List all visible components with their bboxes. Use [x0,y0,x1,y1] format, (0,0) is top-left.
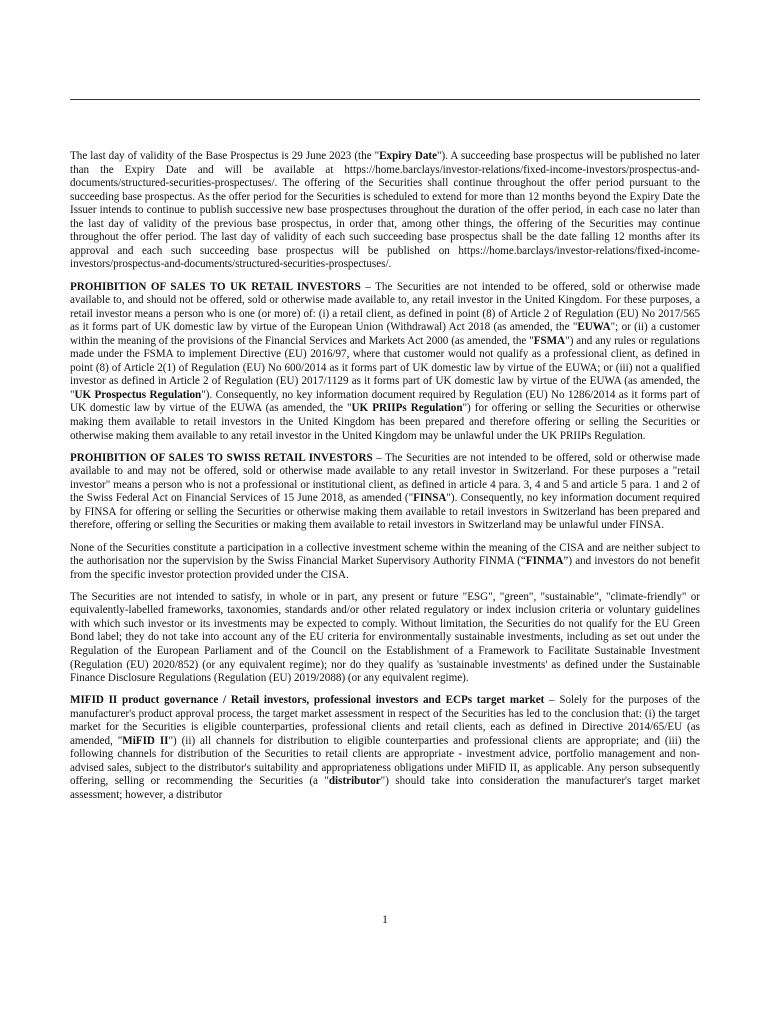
paragraph-text: ") and any rules or regulations made under the FSMA to implement Directive (EU) 2016/97, where that customer would not qualify as a professional client, as defined in point (8) of Article 2(1) of Regulation (EU) No 600/2014 as it forms part of UK domestic law by virtue of the EUWA; or (iii) not a qualified investor as defined in Article 2 of Regulation (EU) 2017/1129 as it forms part of UK domestic law by virtue of the EUWA (as amended, the " [70,334,700,401]
paragraph-text: ") for offering or selling the Securities or otherwise making them available to retail investors in the United Kingdom has been prepared and therefore offering or selling the Securities or otherwise making them available to any retail investor in the United Kingdom may be unlawful under the UK PRIIPs Regulation. [70,402,701,442]
bold-term: UK PRIIPs Regulation [351,402,463,415]
bold-term: EUWA [577,321,611,334]
paragraph-text: None of the Securities constitute a participation in a collective investment scheme within the meaning of the CISA and are neither subject to the authorisation nor the supervision by the Swiss Financial Market Supervisory Authority FINMA (“ [70,541,700,568]
bold-term: FINSA [413,492,447,505]
bold-term: PROHIBITION OF SALES TO UK RETAIL INVESTORS [70,280,361,293]
paragraph-text: "). Consequently, no key information document required by Regulation (EU) No 1286/2014 as it forms part of UK domestic law by virtue of the EUWA (as amended, the " [70,388,700,415]
header-rule [70,99,700,100]
paragraph-text: ") (ii) all channels for distribution to eligible counterparties and professional clients are appropriate; and (iii) the following channels for distribution of the Securities to retail clients are appropriate - investment advice, portfolio management and non-advised sales, subject to the distributor's suitability and appropriateness obligations under MiFID II, as applicable. Any person subsequently offering, selling or recommending the Securities (a " [70,734,700,788]
bold-term: FINMA [525,555,564,568]
paragraph-text: The last day of validity of the Base Prospectus is 29 June 2023 (the " [70,150,380,162]
paragraph-text: The Securities are not intended to satisfy, in whole or in part, any present or future "ESG", "green", "sustainable", "climate-friendly" or equivalently-labelled frameworks, taxonomies, standards and/or other related regulatory or index inclusion criteria or voluntary guidelines with which such investor or its investments may be expected to comply. Without limitation, the Securities do not qualify for the EU Green Bond label; they do not take into account any of the EU criteria for environmentally sustainable investments, including as set out under the Regulation of the European Parliament and of the Council on the Establishment of a Framework to Facilitate Sustainable Investment (Regulation (EU) 2020/852) (or any equivalent regime); nor do they qualify as 'sustainable investments' as defined under the Sustainable Finance Disclosure Regulations (Regulation (EU) 2019/2088) (or any equivalent regime). [70,590,700,685]
bold-term: UK Prospectus Regulation [74,388,202,401]
bold-term: MiFID II [122,734,169,747]
paragraph-text: "). A succeeding base prospectus will be published no later than the Expiry Date and will be available at https://home.barclays/investor-relations/fixed-income-investors/prospectus-and-documents/structured-securities-prospectuses/. The offering of the Securities shall continue throughout the offer period pursuant to the succeeding base prospectus. As the offer period for the Securities is scheduled to extend for more than 12 months beyond the Expiry Date the Issuer intends to continue to publish successive new base prospectuses throughout the duration of the offer period, in each case no later than the last day of validity of the previous base prospectus, in order that, among other things, the offering of the Securities may continue throughout the offer period. The last day of validity of each such succeeding base prospectus shall be the date falling 12 months after its approval and each such succeeding base prospectus will be published on https://home.barclays/investor-relations/fixed-income-investors/prospectus-and-documents/structured-securities-prospectuses/. [70,150,700,271]
paragraph-text: "). Consequently, no key information document required by FINSA for offering or selling the Securities or otherwise making them available to retail investors in Switzerland has been prepared and therefore, offering or selling the Securities or making them available to retail investors in Switzerland may be unlawful under FINSA. [70,492,700,532]
bold-term: Expiry Date [379,150,438,162]
bold-term: MIFID II product governance / Retail investors, professional investors and ECPs target market [70,694,545,707]
paragraph-text: ") should take into consideration the manufacturer's target market assessment; however, a distributor [70,775,700,802]
paragraph-text: ”) and investors do not benefit from the specific investor protection provided under the CISA. [70,555,700,581]
paragraph-cisa-notice [70,542,700,583]
document-body [70,150,700,811]
paragraph-esg-disclaimer [70,591,700,686]
page-number: 1 [382,914,388,926]
paragraph-text: "; or (ii) a customer within the meaning of the provisions of the Financial Services and Markets Act 2000 (as amended, the " [70,321,700,347]
paragraph-expiry-date [70,150,700,272]
paragraph-swiss-retail-prohibition [70,452,700,533]
bold-term: FSMA [533,334,566,347]
paragraph-text: – The Securities are not intended to be offered, sold or otherwise made available to, and should not be offered, sold or otherwise made available to, any retail investor in the United Kingdom. For these purposes, a retail investor means a person who is one (or more) of: (i) a retail client, as defined in point (8) of Article 2 of Regulation (EU) No 2017/565 as it forms part of UK domestic law by virtue of the European Union (Withdrawal) Act 2018 (as amended, the " [70,280,701,334]
paragraph-text: – The Securities are not intended to be offered, sold or otherwise made available to and may not be offered, sold or otherwise made available to any retail investor in Switzerland. For these purposes a "retail investor" means a person who is not a professional or institutional client, as defined in article 4 para. 3, 4 and 5 and article 5 para. 1 and 2 of the Swiss Federal Act on Financial Services of 15 June 2018, as amended (" [70,451,700,505]
paragraph-uk-retail-prohibition [70,281,700,444]
bold-term: PROHIBITION OF SALES TO SWISS RETAIL INVESTORS [70,451,373,464]
paragraph-mifid-governance [70,694,700,802]
paragraph-text: – Solely for the purposes of the manufacturer's product approval process, the target market assessment in respect of the Securities has led to the conclusion that: (i) the target market for the Securities is eligible counterparties, professional clients and retail clients, each as defined in Directive 2014/65/EU (as amended, " [70,694,700,747]
bold-term: distributor [328,775,381,788]
